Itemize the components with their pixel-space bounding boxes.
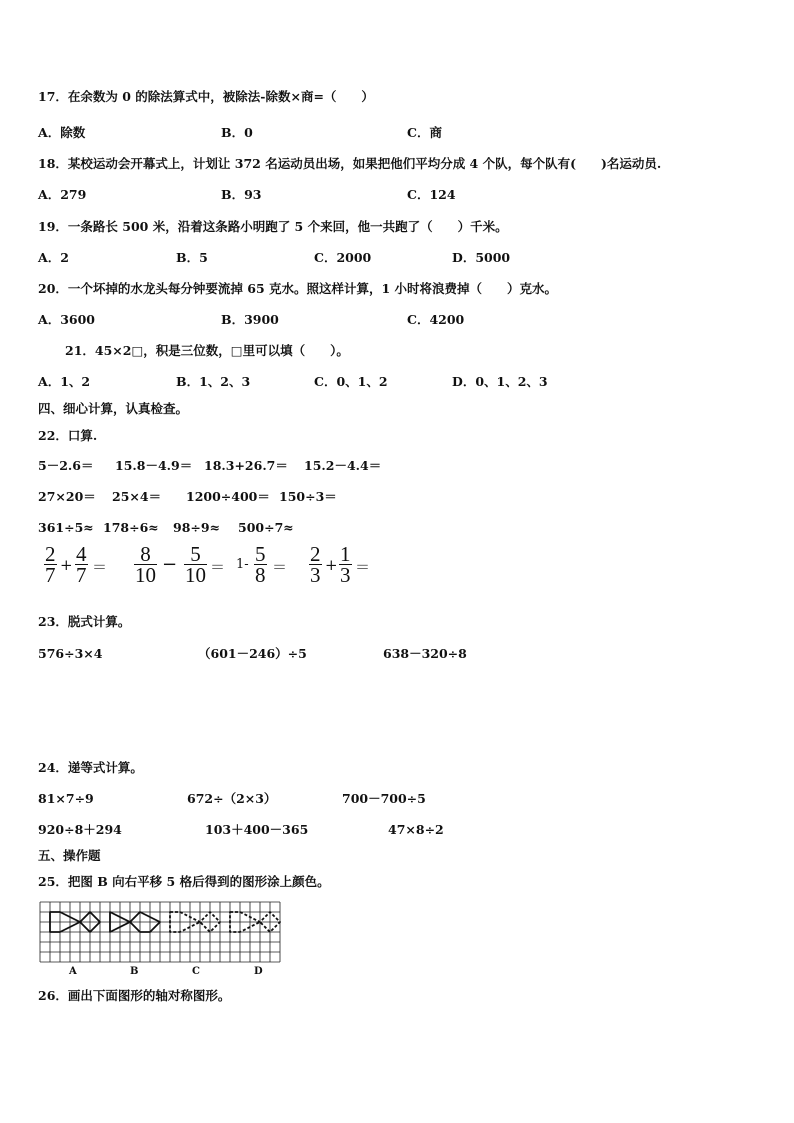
section5-heading: 五、操作题 — [38, 848, 101, 863]
q20-text: 20．一个坏掉的水龙头每分钟要流掉 65 克水。照这样计算，1 小时将浪费掉（ ）克水。 — [38, 281, 558, 296]
fraction: $\frac{2}{7}$ — [45, 542, 56, 587]
q23-item-3: 638－320÷8 — [383, 646, 467, 661]
grid-label-a: A — [69, 966, 77, 977]
q20-option-b: B．3900 — [221, 312, 279, 327]
q17-option-b: B．0 — [221, 125, 253, 140]
q20-option-a: A．3600 — [38, 312, 95, 327]
q22-r3-3: 98÷9≈ — [173, 520, 221, 535]
q24-r1-1: 81×7÷9 — [38, 791, 94, 806]
q20-option-c: C．4200 — [407, 312, 465, 327]
q22-r1-3: 18.3+26.7＝ — [204, 458, 288, 473]
minus-sign: − — [162, 554, 178, 575]
q22-r1-1: 5－2.6＝ — [38, 458, 94, 473]
q23-item-1: 576÷3×4 — [38, 646, 103, 661]
section4-heading: 四、细心计算，认真检查。 — [38, 401, 189, 416]
q21-option-d: D．0、1、2、3 — [452, 374, 548, 389]
q22-r3-1: 361÷5≈ — [38, 520, 94, 535]
q22-title: 22．口算. — [38, 428, 98, 443]
equals-sign: ＝ — [92, 558, 108, 576]
q21-option-a: A．1、2 — [38, 374, 91, 389]
grid-figure — [38, 900, 282, 964]
grid-label-b: B — [130, 966, 139, 977]
q26-text: 26．画出下面图形的轴对称图形。 — [38, 988, 231, 1003]
plus-sign: + — [325, 556, 338, 574]
q24-title: 24．递等式计算。 — [38, 760, 143, 775]
grid-label-c: C — [192, 966, 200, 977]
fraction: $\frac{1}{3}$ — [340, 542, 351, 587]
q19-option-c: C．2000 — [314, 250, 372, 265]
q24-r2-2: 103＋400－365 — [205, 822, 309, 837]
fraction: $\frac{5}{10}$ — [185, 542, 206, 587]
q17-option-a: A．除数 — [38, 125, 86, 140]
fraction: $\frac{2}{3}$ — [310, 542, 321, 587]
q18-option-a: A．279 — [38, 187, 87, 202]
q19-option-b: B．5 — [176, 250, 208, 265]
q21-text: 21．45×2□，积是三位数，□里可以填（ ）。 — [65, 343, 349, 358]
q24-r1-2: 672÷（2×3） — [187, 791, 277, 806]
grid-lines — [40, 902, 280, 962]
q22-r2-4: 150÷3＝ — [279, 489, 337, 504]
q24-r2-1: 920÷8＋294 — [38, 822, 122, 837]
q18-text: 18．某校运动会开幕式上，计划让 372 名运动员出场，如果把他们平均分成 4 个队，每个队有( )名运动员. — [38, 156, 662, 171]
q18-option-c: C．124 — [407, 187, 456, 202]
q21-option-c: C．0、1、2 — [314, 374, 388, 389]
q19-option-a: A．2 — [38, 250, 69, 265]
q17-option-c: C．商 — [407, 125, 442, 140]
q24-r2-3: 47×8÷2 — [388, 822, 444, 837]
equals-sign: ＝ — [355, 558, 371, 576]
q23-item-2: （601－246）÷5 — [198, 646, 307, 661]
q22-r2-2: 25×4＝ — [112, 489, 162, 504]
q22-r1-2: 15.8－4.9＝ — [115, 458, 193, 473]
fraction: $\frac{5}{8}$ — [255, 542, 266, 587]
equals-sign: ＝ — [210, 558, 226, 576]
q19-option-d: D．5000 — [452, 250, 511, 265]
q21-option-b: B．1、2、3 — [176, 374, 251, 389]
q22-r3-4: 500÷7≈ — [238, 520, 294, 535]
q24-r1-3: 700－700÷5 — [342, 791, 426, 806]
plus-sign: + — [60, 556, 73, 574]
grid-label-d: D — [254, 966, 263, 977]
q22-r2-1: 27×20＝ — [38, 489, 96, 504]
q22-r2-3: 1200÷400＝ — [186, 489, 270, 504]
q25-text: 25．把图 B 向右平移 5 格后得到的图形涂上颜色。 — [38, 874, 330, 889]
q19-text: 19．一条路长 500 米，沿着这条路小明跑了 5 个来回，他一共跑了（ ）千米。 — [38, 219, 508, 234]
q18-option-b: B．93 — [221, 187, 262, 202]
equals-sign: ＝ — [272, 558, 288, 576]
q17-text: 17．在余数为 0 的除法算式中，被除法-除数×商=（ ） — [38, 89, 374, 104]
q22-r3-2: 178÷6≈ — [103, 520, 159, 535]
fraction: $\frac{8}{10}$ — [135, 542, 156, 587]
q22-r1-4: 15.2－4.4＝ — [304, 458, 382, 473]
fraction: $\frac{4}{7}$ — [76, 542, 87, 587]
q23-title: 23．脱式计算。 — [38, 614, 131, 629]
one-minus: 1- — [236, 557, 249, 572]
